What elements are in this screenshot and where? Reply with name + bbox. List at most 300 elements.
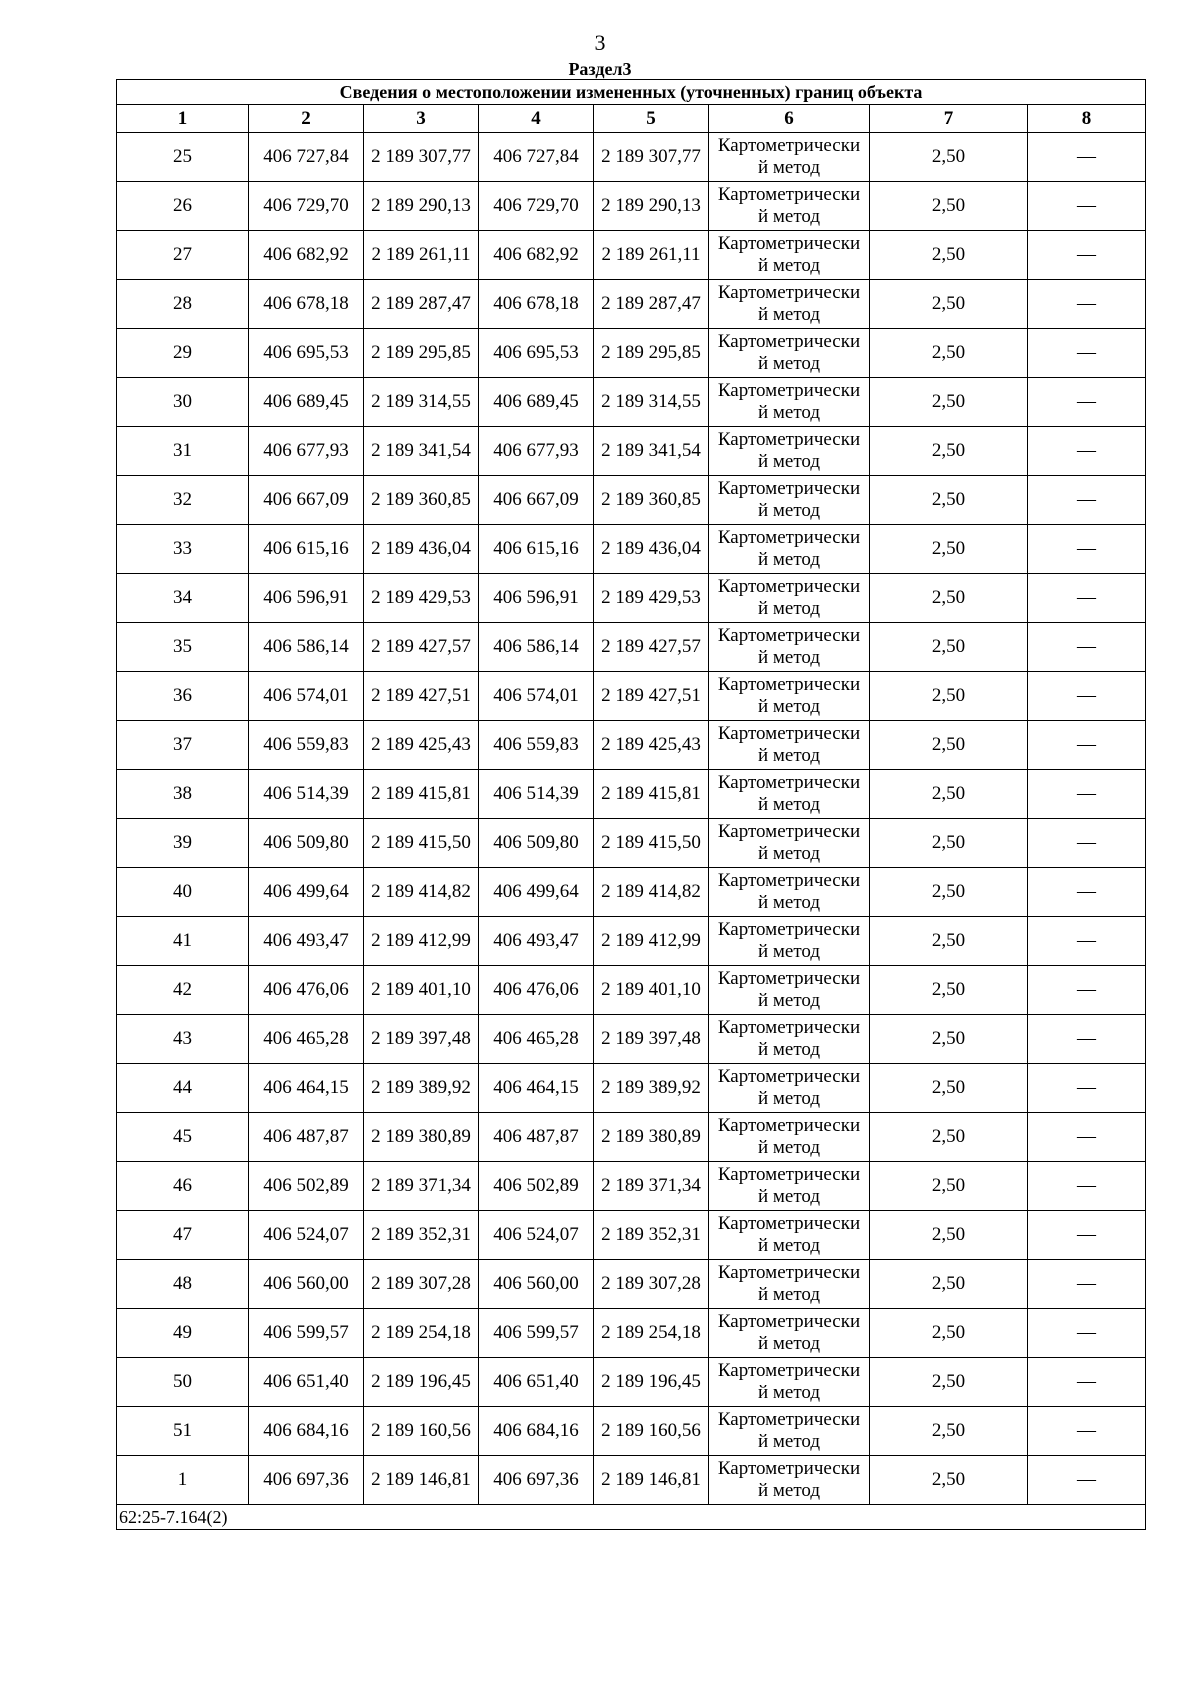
method-line: й метод	[757, 549, 821, 570]
accuracy-cell: 2,50	[870, 525, 1028, 574]
point-number-cell: 29	[117, 329, 249, 378]
method-line: Картометрически	[717, 870, 861, 891]
point-number-cell: 26	[117, 182, 249, 231]
method-line: Картометрически	[717, 380, 861, 401]
accuracy-cell: 2,50	[870, 672, 1028, 721]
note-cell: —	[1028, 1162, 1146, 1211]
note-cell: —	[1028, 770, 1146, 819]
x-existing-cell: 406 689,45	[249, 378, 364, 427]
y-refined-cell: 2 189 160,56	[594, 1407, 709, 1456]
y-existing-cell: 2 189 425,43	[364, 721, 479, 770]
note-cell: —	[1028, 378, 1146, 427]
x-refined-cell: 406 487,87	[479, 1113, 594, 1162]
method-line: й метод	[757, 1088, 821, 1109]
accuracy-cell: 2,50	[870, 427, 1028, 476]
method-line: й метод	[757, 500, 821, 521]
x-existing-cell: 406 615,16	[249, 525, 364, 574]
method-line: й метод	[757, 402, 821, 423]
point-number-cell: 44	[117, 1064, 249, 1113]
table-row	[117, 525, 1146, 574]
method-cell	[709, 672, 870, 721]
accuracy-cell: 2,50	[870, 1309, 1028, 1358]
x-existing-cell: 406 574,01	[249, 672, 364, 721]
method-line: Картометрически	[717, 429, 861, 450]
accuracy-cell: 2,50	[870, 1456, 1028, 1505]
accuracy-cell: 2,50	[870, 1015, 1028, 1064]
method-line: Картометрически	[717, 1262, 861, 1283]
x-refined-cell: 406 465,28	[479, 1015, 594, 1064]
note-cell: —	[1028, 1015, 1146, 1064]
method-line: Картометрически	[717, 527, 861, 548]
point-number-cell: 51	[117, 1407, 249, 1456]
x-refined-cell: 406 682,92	[479, 231, 594, 280]
x-refined-cell: 406 678,18	[479, 280, 594, 329]
point-number-cell: 45	[117, 1113, 249, 1162]
x-existing-cell: 406 560,00	[249, 1260, 364, 1309]
method-line: Картометрически	[717, 331, 861, 352]
method-line: й метод	[757, 1284, 821, 1305]
x-existing-cell: 406 697,36	[249, 1456, 364, 1505]
point-number-cell: 40	[117, 868, 249, 917]
method-cell	[709, 182, 870, 231]
column-number: 4	[479, 105, 594, 133]
method-line: Картометрически	[717, 821, 861, 842]
method-cell	[709, 1456, 870, 1505]
x-refined-cell: 406 615,16	[479, 525, 594, 574]
table-row	[117, 1113, 1146, 1162]
method-cell	[709, 231, 870, 280]
point-number-cell: 43	[117, 1015, 249, 1064]
method-cell	[709, 770, 870, 819]
method-cell	[709, 917, 870, 966]
table-row	[117, 1358, 1146, 1407]
accuracy-cell: 2,50	[870, 819, 1028, 868]
method-line: й метод	[757, 745, 821, 766]
y-refined-cell: 2 189 360,85	[594, 476, 709, 525]
point-number-cell: 35	[117, 623, 249, 672]
x-existing-cell: 406 559,83	[249, 721, 364, 770]
y-refined-cell: 2 189 412,99	[594, 917, 709, 966]
column-number: 6	[709, 105, 870, 133]
table-row	[117, 1456, 1146, 1505]
x-existing-cell: 406 729,70	[249, 182, 364, 231]
y-existing-cell: 2 189 429,53	[364, 574, 479, 623]
table-row	[117, 1309, 1146, 1358]
y-existing-cell: 2 189 371,34	[364, 1162, 479, 1211]
method-cell	[709, 133, 870, 182]
point-number-cell: 32	[117, 476, 249, 525]
note-cell: —	[1028, 1358, 1146, 1407]
y-existing-cell: 2 189 352,31	[364, 1211, 479, 1260]
point-number-cell: 37	[117, 721, 249, 770]
point-number-cell: 47	[117, 1211, 249, 1260]
accuracy-cell: 2,50	[870, 1358, 1028, 1407]
method-line: Картометрически	[717, 1311, 861, 1332]
method-line: й метод	[757, 696, 821, 717]
x-refined-cell: 406 514,39	[479, 770, 594, 819]
method-cell	[709, 868, 870, 917]
accuracy-cell: 2,50	[870, 476, 1028, 525]
y-existing-cell: 2 189 290,13	[364, 182, 479, 231]
table-caption: Сведения о местоположении измененных (уточненных) границ объекта	[117, 80, 1146, 105]
table-row	[117, 819, 1146, 868]
point-number-cell: 50	[117, 1358, 249, 1407]
y-existing-cell: 2 189 412,99	[364, 917, 479, 966]
table-row	[117, 1407, 1146, 1456]
y-refined-cell: 2 189 371,34	[594, 1162, 709, 1211]
table-caption-row	[117, 80, 1146, 105]
point-number-cell: 38	[117, 770, 249, 819]
point-number-cell: 30	[117, 378, 249, 427]
method-cell	[709, 427, 870, 476]
x-refined-cell: 406 560,00	[479, 1260, 594, 1309]
method-cell	[709, 329, 870, 378]
note-cell: —	[1028, 574, 1146, 623]
x-existing-cell: 406 651,40	[249, 1358, 364, 1407]
table-row	[117, 1162, 1146, 1211]
accuracy-cell: 2,50	[870, 1064, 1028, 1113]
column-number: 7	[870, 105, 1028, 133]
point-number-cell: 25	[117, 133, 249, 182]
y-existing-cell: 2 189 146,81	[364, 1456, 479, 1505]
y-existing-cell: 2 189 415,81	[364, 770, 479, 819]
accuracy-cell: 2,50	[870, 329, 1028, 378]
note-cell: —	[1028, 525, 1146, 574]
x-refined-cell: 406 596,91	[479, 574, 594, 623]
point-number-cell: 49	[117, 1309, 249, 1358]
x-existing-cell: 406 502,89	[249, 1162, 364, 1211]
note-cell: —	[1028, 1309, 1146, 1358]
point-number-cell: 36	[117, 672, 249, 721]
column-number-row	[117, 105, 1146, 133]
table-row	[117, 966, 1146, 1015]
method-line: Картометрически	[717, 282, 861, 303]
cadastral-block-label: 62:25-7.164(2)	[117, 1505, 1146, 1530]
note-cell: —	[1028, 868, 1146, 917]
method-line: Картометрически	[717, 1409, 861, 1430]
method-line: й метод	[757, 794, 821, 815]
x-existing-cell: 406 487,87	[249, 1113, 364, 1162]
table-row	[117, 1211, 1146, 1260]
y-existing-cell: 2 189 314,55	[364, 378, 479, 427]
table-row	[117, 917, 1146, 966]
note-cell: —	[1028, 623, 1146, 672]
note-cell: —	[1028, 1456, 1146, 1505]
x-refined-cell: 406 729,70	[479, 182, 594, 231]
y-refined-cell: 2 189 415,50	[594, 819, 709, 868]
y-refined-cell: 2 189 397,48	[594, 1015, 709, 1064]
accuracy-cell: 2,50	[870, 966, 1028, 1015]
method-cell	[709, 966, 870, 1015]
y-refined-cell: 2 189 307,28	[594, 1260, 709, 1309]
y-refined-cell: 2 189 389,92	[594, 1064, 709, 1113]
method-line: Картометрически	[717, 184, 861, 205]
method-line: й метод	[757, 1431, 821, 1452]
method-line: й метод	[757, 598, 821, 619]
table-row	[117, 623, 1146, 672]
y-refined-cell: 2 189 429,53	[594, 574, 709, 623]
y-refined-cell: 2 189 295,85	[594, 329, 709, 378]
accuracy-cell: 2,50	[870, 770, 1028, 819]
table-row	[117, 182, 1146, 231]
x-existing-cell: 406 493,47	[249, 917, 364, 966]
y-refined-cell: 2 189 436,04	[594, 525, 709, 574]
method-line: Картометрически	[717, 576, 861, 597]
y-refined-cell: 2 189 414,82	[594, 868, 709, 917]
x-refined-cell: 406 476,06	[479, 966, 594, 1015]
x-refined-cell: 406 651,40	[479, 1358, 594, 1407]
method-cell	[709, 574, 870, 623]
x-existing-cell: 406 476,06	[249, 966, 364, 1015]
note-cell: —	[1028, 819, 1146, 868]
method-cell	[709, 1064, 870, 1113]
y-existing-cell: 2 189 307,28	[364, 1260, 479, 1309]
accuracy-cell: 2,50	[870, 1162, 1028, 1211]
x-existing-cell: 406 465,28	[249, 1015, 364, 1064]
method-line: й метод	[757, 1186, 821, 1207]
x-existing-cell: 406 509,80	[249, 819, 364, 868]
accuracy-cell: 2,50	[870, 1211, 1028, 1260]
method-line: Картометрически	[717, 625, 861, 646]
table-row	[117, 770, 1146, 819]
point-number-cell: 41	[117, 917, 249, 966]
method-cell	[709, 1211, 870, 1260]
accuracy-cell: 2,50	[870, 1407, 1028, 1456]
method-cell	[709, 721, 870, 770]
x-refined-cell: 406 499,64	[479, 868, 594, 917]
note-cell: —	[1028, 1064, 1146, 1113]
method-line: й метод	[757, 353, 821, 374]
table-row	[117, 672, 1146, 721]
note-cell: —	[1028, 476, 1146, 525]
table-row	[117, 280, 1146, 329]
x-refined-cell: 406 599,57	[479, 1309, 594, 1358]
y-refined-cell: 2 189 415,81	[594, 770, 709, 819]
y-existing-cell: 2 189 401,10	[364, 966, 479, 1015]
x-refined-cell: 406 677,93	[479, 427, 594, 476]
x-refined-cell: 406 667,09	[479, 476, 594, 525]
x-refined-cell: 406 684,16	[479, 1407, 594, 1456]
accuracy-cell: 2,50	[870, 182, 1028, 231]
column-number: 3	[364, 105, 479, 133]
method-cell	[709, 819, 870, 868]
x-existing-cell: 406 682,92	[249, 231, 364, 280]
y-existing-cell: 2 189 360,85	[364, 476, 479, 525]
x-refined-cell: 406 727,84	[479, 133, 594, 182]
note-cell: —	[1028, 182, 1146, 231]
note-cell: —	[1028, 1113, 1146, 1162]
table-row	[117, 133, 1146, 182]
y-refined-cell: 2 189 254,18	[594, 1309, 709, 1358]
table-row	[117, 427, 1146, 476]
method-cell	[709, 1162, 870, 1211]
table-row	[117, 868, 1146, 917]
y-existing-cell: 2 189 287,47	[364, 280, 479, 329]
y-existing-cell: 2 189 397,48	[364, 1015, 479, 1064]
column-number: 2	[249, 105, 364, 133]
y-refined-cell: 2 189 401,10	[594, 966, 709, 1015]
point-number-cell: 1	[117, 1456, 249, 1505]
method-line: й метод	[757, 1039, 821, 1060]
point-number-cell: 28	[117, 280, 249, 329]
accuracy-cell: 2,50	[870, 623, 1028, 672]
method-line: й метод	[757, 941, 821, 962]
method-cell	[709, 476, 870, 525]
coordinates-table	[116, 79, 1146, 1530]
x-refined-cell: 406 502,89	[479, 1162, 594, 1211]
table-row	[117, 231, 1146, 280]
method-cell	[709, 525, 870, 574]
x-refined-cell: 406 524,07	[479, 1211, 594, 1260]
y-refined-cell: 2 189 380,89	[594, 1113, 709, 1162]
table-row	[117, 721, 1146, 770]
y-refined-cell: 2 189 352,31	[594, 1211, 709, 1260]
method-line: й метод	[757, 1333, 821, 1354]
point-number-cell: 33	[117, 525, 249, 574]
x-existing-cell: 406 599,57	[249, 1309, 364, 1358]
y-existing-cell: 2 189 427,51	[364, 672, 479, 721]
x-existing-cell: 406 586,14	[249, 623, 364, 672]
method-line: Картометрически	[717, 1213, 861, 1234]
page-number: 3	[594, 30, 606, 55]
accuracy-cell: 2,50	[870, 721, 1028, 770]
method-cell	[709, 378, 870, 427]
x-existing-cell: 406 678,18	[249, 280, 364, 329]
y-refined-cell: 2 189 290,13	[594, 182, 709, 231]
y-existing-cell: 2 189 341,54	[364, 427, 479, 476]
y-refined-cell: 2 189 341,54	[594, 427, 709, 476]
method-line: й метод	[757, 1137, 821, 1158]
method-line: й метод	[757, 843, 821, 864]
method-line: й метод	[757, 157, 821, 178]
accuracy-cell: 2,50	[870, 868, 1028, 917]
method-line: й метод	[757, 304, 821, 325]
method-line: Картометрически	[717, 1066, 861, 1087]
x-existing-cell: 406 499,64	[249, 868, 364, 917]
table-row	[117, 1015, 1146, 1064]
note-cell: —	[1028, 917, 1146, 966]
method-cell	[709, 623, 870, 672]
note-cell: —	[1028, 427, 1146, 476]
point-number-cell: 34	[117, 574, 249, 623]
method-line: й метод	[757, 1235, 821, 1256]
x-refined-cell: 406 695,53	[479, 329, 594, 378]
method-line: й метод	[757, 1480, 821, 1501]
y-existing-cell: 2 189 261,11	[364, 231, 479, 280]
method-line: й метод	[757, 647, 821, 668]
accuracy-cell: 2,50	[870, 1113, 1028, 1162]
x-existing-cell: 406 524,07	[249, 1211, 364, 1260]
y-existing-cell: 2 189 196,45	[364, 1358, 479, 1407]
method-line: й метод	[757, 892, 821, 913]
table-row	[117, 476, 1146, 525]
method-line: Картометрически	[717, 1115, 861, 1136]
column-number: 8	[1028, 105, 1146, 133]
method-line: й метод	[757, 255, 821, 276]
table-row	[117, 1064, 1146, 1113]
method-line: Картометрически	[717, 233, 861, 254]
accuracy-cell: 2,50	[870, 378, 1028, 427]
method-line: Картометрически	[717, 919, 861, 940]
point-number-cell: 31	[117, 427, 249, 476]
method-line: Картометрически	[717, 674, 861, 695]
note-cell: —	[1028, 721, 1146, 770]
y-refined-cell: 2 189 425,43	[594, 721, 709, 770]
y-refined-cell: 2 189 427,51	[594, 672, 709, 721]
note-cell: —	[1028, 966, 1146, 1015]
point-number-cell: 48	[117, 1260, 249, 1309]
y-refined-cell: 2 189 314,55	[594, 378, 709, 427]
y-existing-cell: 2 189 389,92	[364, 1064, 479, 1113]
x-refined-cell: 406 559,83	[479, 721, 594, 770]
method-line: Картометрически	[717, 772, 861, 793]
method-line: Картометрически	[717, 1360, 861, 1381]
method-line: Картометрически	[717, 478, 861, 499]
x-existing-cell: 406 667,09	[249, 476, 364, 525]
method-line: й метод	[757, 1382, 821, 1403]
table-row	[117, 378, 1146, 427]
x-refined-cell: 406 689,45	[479, 378, 594, 427]
accuracy-cell: 2,50	[870, 574, 1028, 623]
y-existing-cell: 2 189 295,85	[364, 329, 479, 378]
note-cell: —	[1028, 1211, 1146, 1260]
note-cell: —	[1028, 329, 1146, 378]
method-cell	[709, 280, 870, 329]
y-existing-cell: 2 189 380,89	[364, 1113, 479, 1162]
x-refined-cell: 406 493,47	[479, 917, 594, 966]
x-refined-cell: 406 574,01	[479, 672, 594, 721]
accuracy-cell: 2,50	[870, 280, 1028, 329]
y-refined-cell: 2 189 146,81	[594, 1456, 709, 1505]
method-line: Картометрически	[717, 723, 861, 744]
y-refined-cell: 2 189 287,47	[594, 280, 709, 329]
method-cell	[709, 1113, 870, 1162]
y-existing-cell: 2 189 415,50	[364, 819, 479, 868]
footer-row	[117, 1505, 1146, 1530]
table-body	[117, 133, 1146, 1505]
y-refined-cell: 2 189 196,45	[594, 1358, 709, 1407]
method-cell	[709, 1407, 870, 1456]
method-cell	[709, 1309, 870, 1358]
method-line: й метод	[757, 206, 821, 227]
y-refined-cell: 2 189 427,57	[594, 623, 709, 672]
x-refined-cell: 406 697,36	[479, 1456, 594, 1505]
method-line: Картометрически	[717, 135, 861, 156]
note-cell: —	[1028, 1407, 1146, 1456]
column-number: 1	[117, 105, 249, 133]
method-cell	[709, 1358, 870, 1407]
method-line: Картометрически	[717, 1164, 861, 1185]
y-existing-cell: 2 189 160,56	[364, 1407, 479, 1456]
y-refined-cell: 2 189 307,77	[594, 133, 709, 182]
y-existing-cell: 2 189 254,18	[364, 1309, 479, 1358]
y-existing-cell: 2 189 427,57	[364, 623, 479, 672]
x-existing-cell: 406 695,53	[249, 329, 364, 378]
method-line: й метод	[757, 451, 821, 472]
point-number-cell: 46	[117, 1162, 249, 1211]
method-line: Картометрически	[717, 968, 861, 989]
method-cell	[709, 1015, 870, 1064]
x-existing-cell: 406 514,39	[249, 770, 364, 819]
accuracy-cell: 2,50	[870, 133, 1028, 182]
note-cell: —	[1028, 231, 1146, 280]
point-number-cell: 39	[117, 819, 249, 868]
table-row	[117, 1260, 1146, 1309]
x-existing-cell: 406 596,91	[249, 574, 364, 623]
table-row	[117, 574, 1146, 623]
x-existing-cell: 406 464,15	[249, 1064, 364, 1113]
method-line: й метод	[757, 990, 821, 1011]
